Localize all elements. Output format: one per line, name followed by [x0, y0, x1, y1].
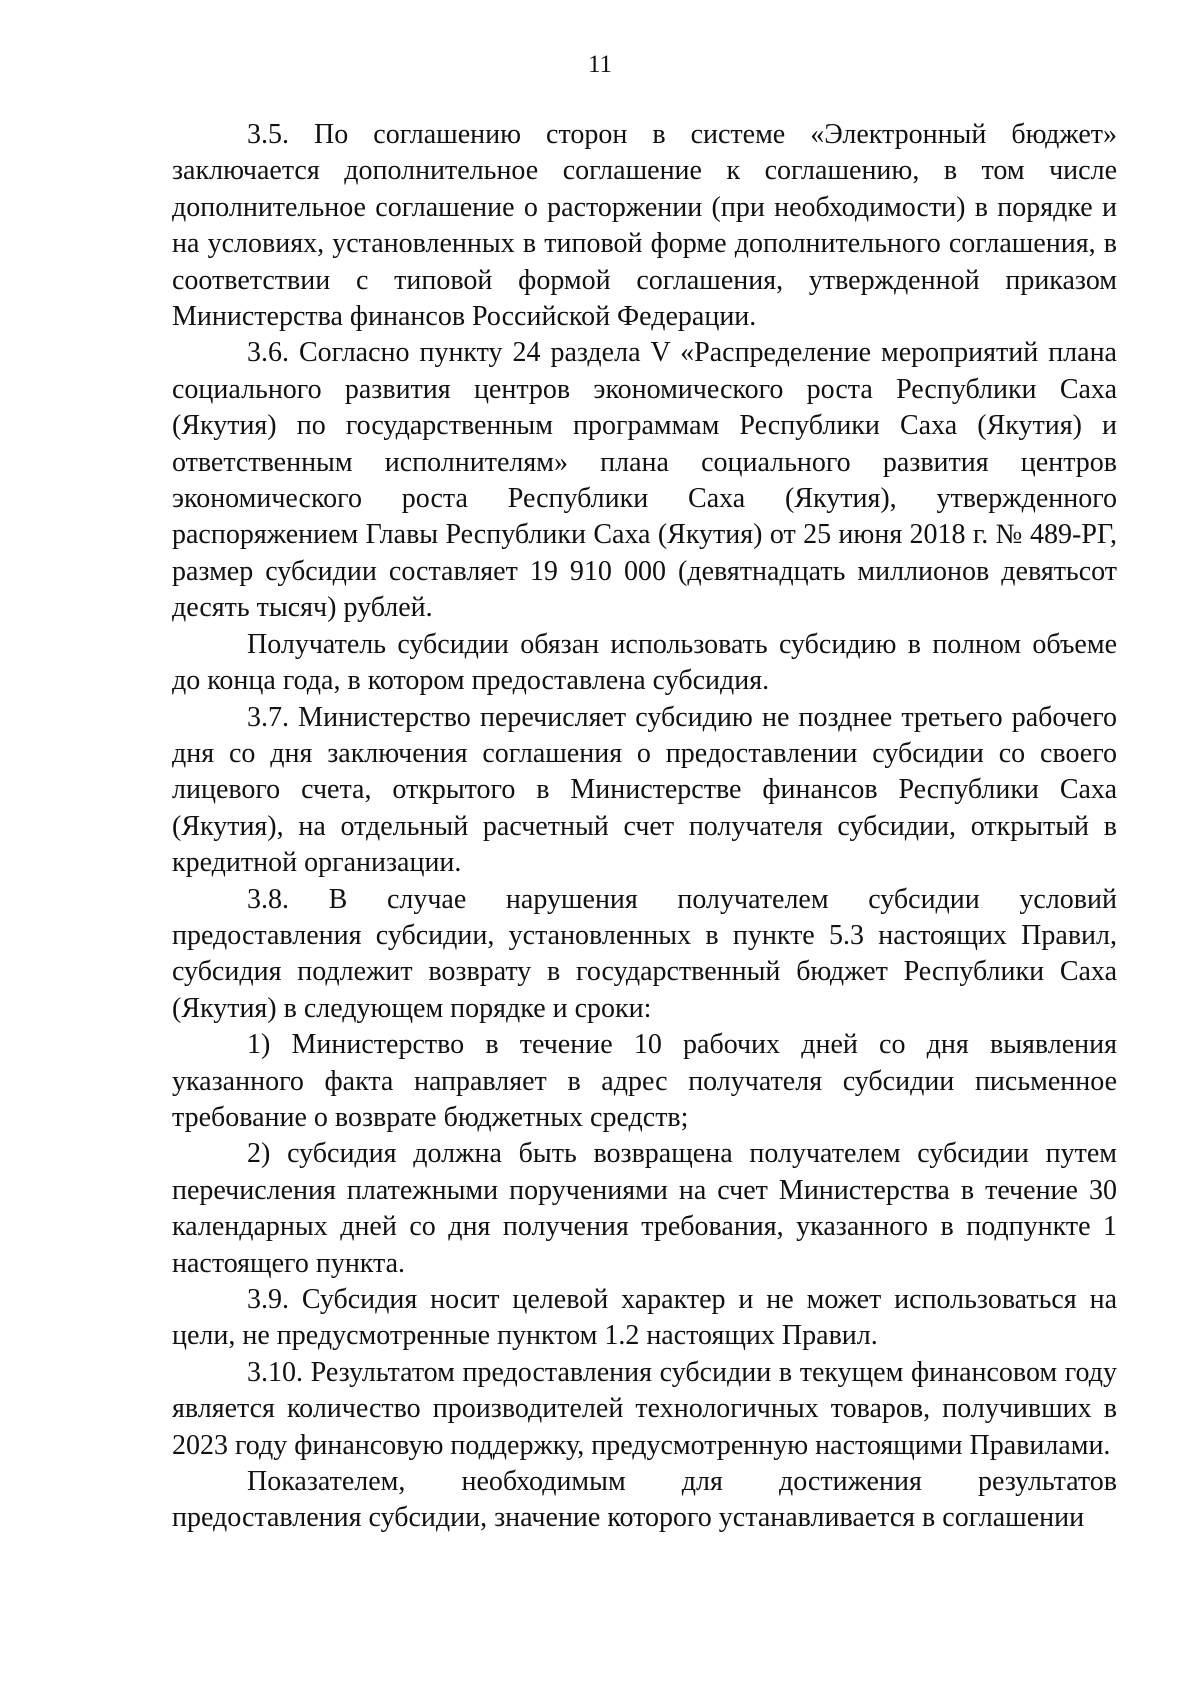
- paragraph-3-8-item-2: 2) субсидия должна быть возвращена получателем субсидии путем перечисления платежными поручениями на счет Министерства в течение 30 календарных дней со дня получения требования, указанного в подпункте 1 настоящего пункта.: [172, 1138, 1117, 1279]
- paragraph-subsidy-obligation: Получатель субсидии обязан использовать субсидию в полном объеме до конца года, в котором предоставлена субсидия.: [172, 628, 1117, 697]
- paragraph-3-6: 3.6. Согласно пункту 24 раздела V «Распределение мероприятий плана социального развития центров экономического роста Республики Саха (Якутия) по государственным программам Республики Саха (Якутия) и ответственным исполнителям» плана социального развития центров экономического роста Республики Саха (Якутия), утвержденного распоряжением Главы Республики Саха (Якутия) от 25 июня 2018 г. № 489-РГ, размер субсидии составляет 19 910 000 (девятнадцать миллионов девятьсот десять тысяч) рублей.: [172, 337, 1117, 624]
- document-body: [172, 117, 1117, 1537]
- paragraph-3-5: 3.5. По соглашению сторон в системе «Электронный бюджет» заключается дополнительное соглашение к соглашению, в том числе дополнительное соглашение о расторжении (при необходимости) в порядке и на условиях, установленных в типовой форме дополнительного соглашения, в соответствии с типовой формой соглашения, утвержденной приказом Министерства финансов Российской Федерации.: [172, 119, 1117, 333]
- paragraph-3-8: 3.8. В случае нарушения получателем субсидии условий предоставления субсидии, установленных в пункте 5.3 настоящих Правил, субсидия подлежит возврату в государственный бюджет Республики Саха (Якутия) в следующем порядке и сроки:: [172, 883, 1117, 1024]
- paragraph-3-7: 3.7. Министерство перечисляет субсидию не позднее третьего рабочего дня со дня заключения соглашения о предоставлении субсидии со своего лицевого счета, открытого в Министерстве финансов Республики Саха (Якутия), на отдельный расчетный счет получателя субсидии, открытый в кредитной организации.: [172, 701, 1117, 879]
- paragraph-3-10: 3.10. Результатом предоставления субсидии в текущем финансовом году является количество производителей технологичных товаров, получивших в 2023 году финансовую поддержку, предусмотренную настоящими Правилами.: [172, 1356, 1117, 1461]
- page-number: 11: [587, 51, 613, 78]
- paragraph-3-9: 3.9. Субсидия носит целевой характер и не может использоваться на цели, не предусмотренные пунктом 1.2 настоящих Правил.: [172, 1284, 1117, 1352]
- paragraph-3-8-item-1: 1) Министерство в течение 10 рабочих дней со дня выявления указанного факта направляет в адрес получателя субсидии письменное требование о возврате бюджетных средств;: [172, 1029, 1117, 1133]
- paragraph-indicator: Показателем, необходимым для достижения результатов предоставления субсидии, значение которого устанавливается в соглашении: [172, 1466, 1117, 1534]
